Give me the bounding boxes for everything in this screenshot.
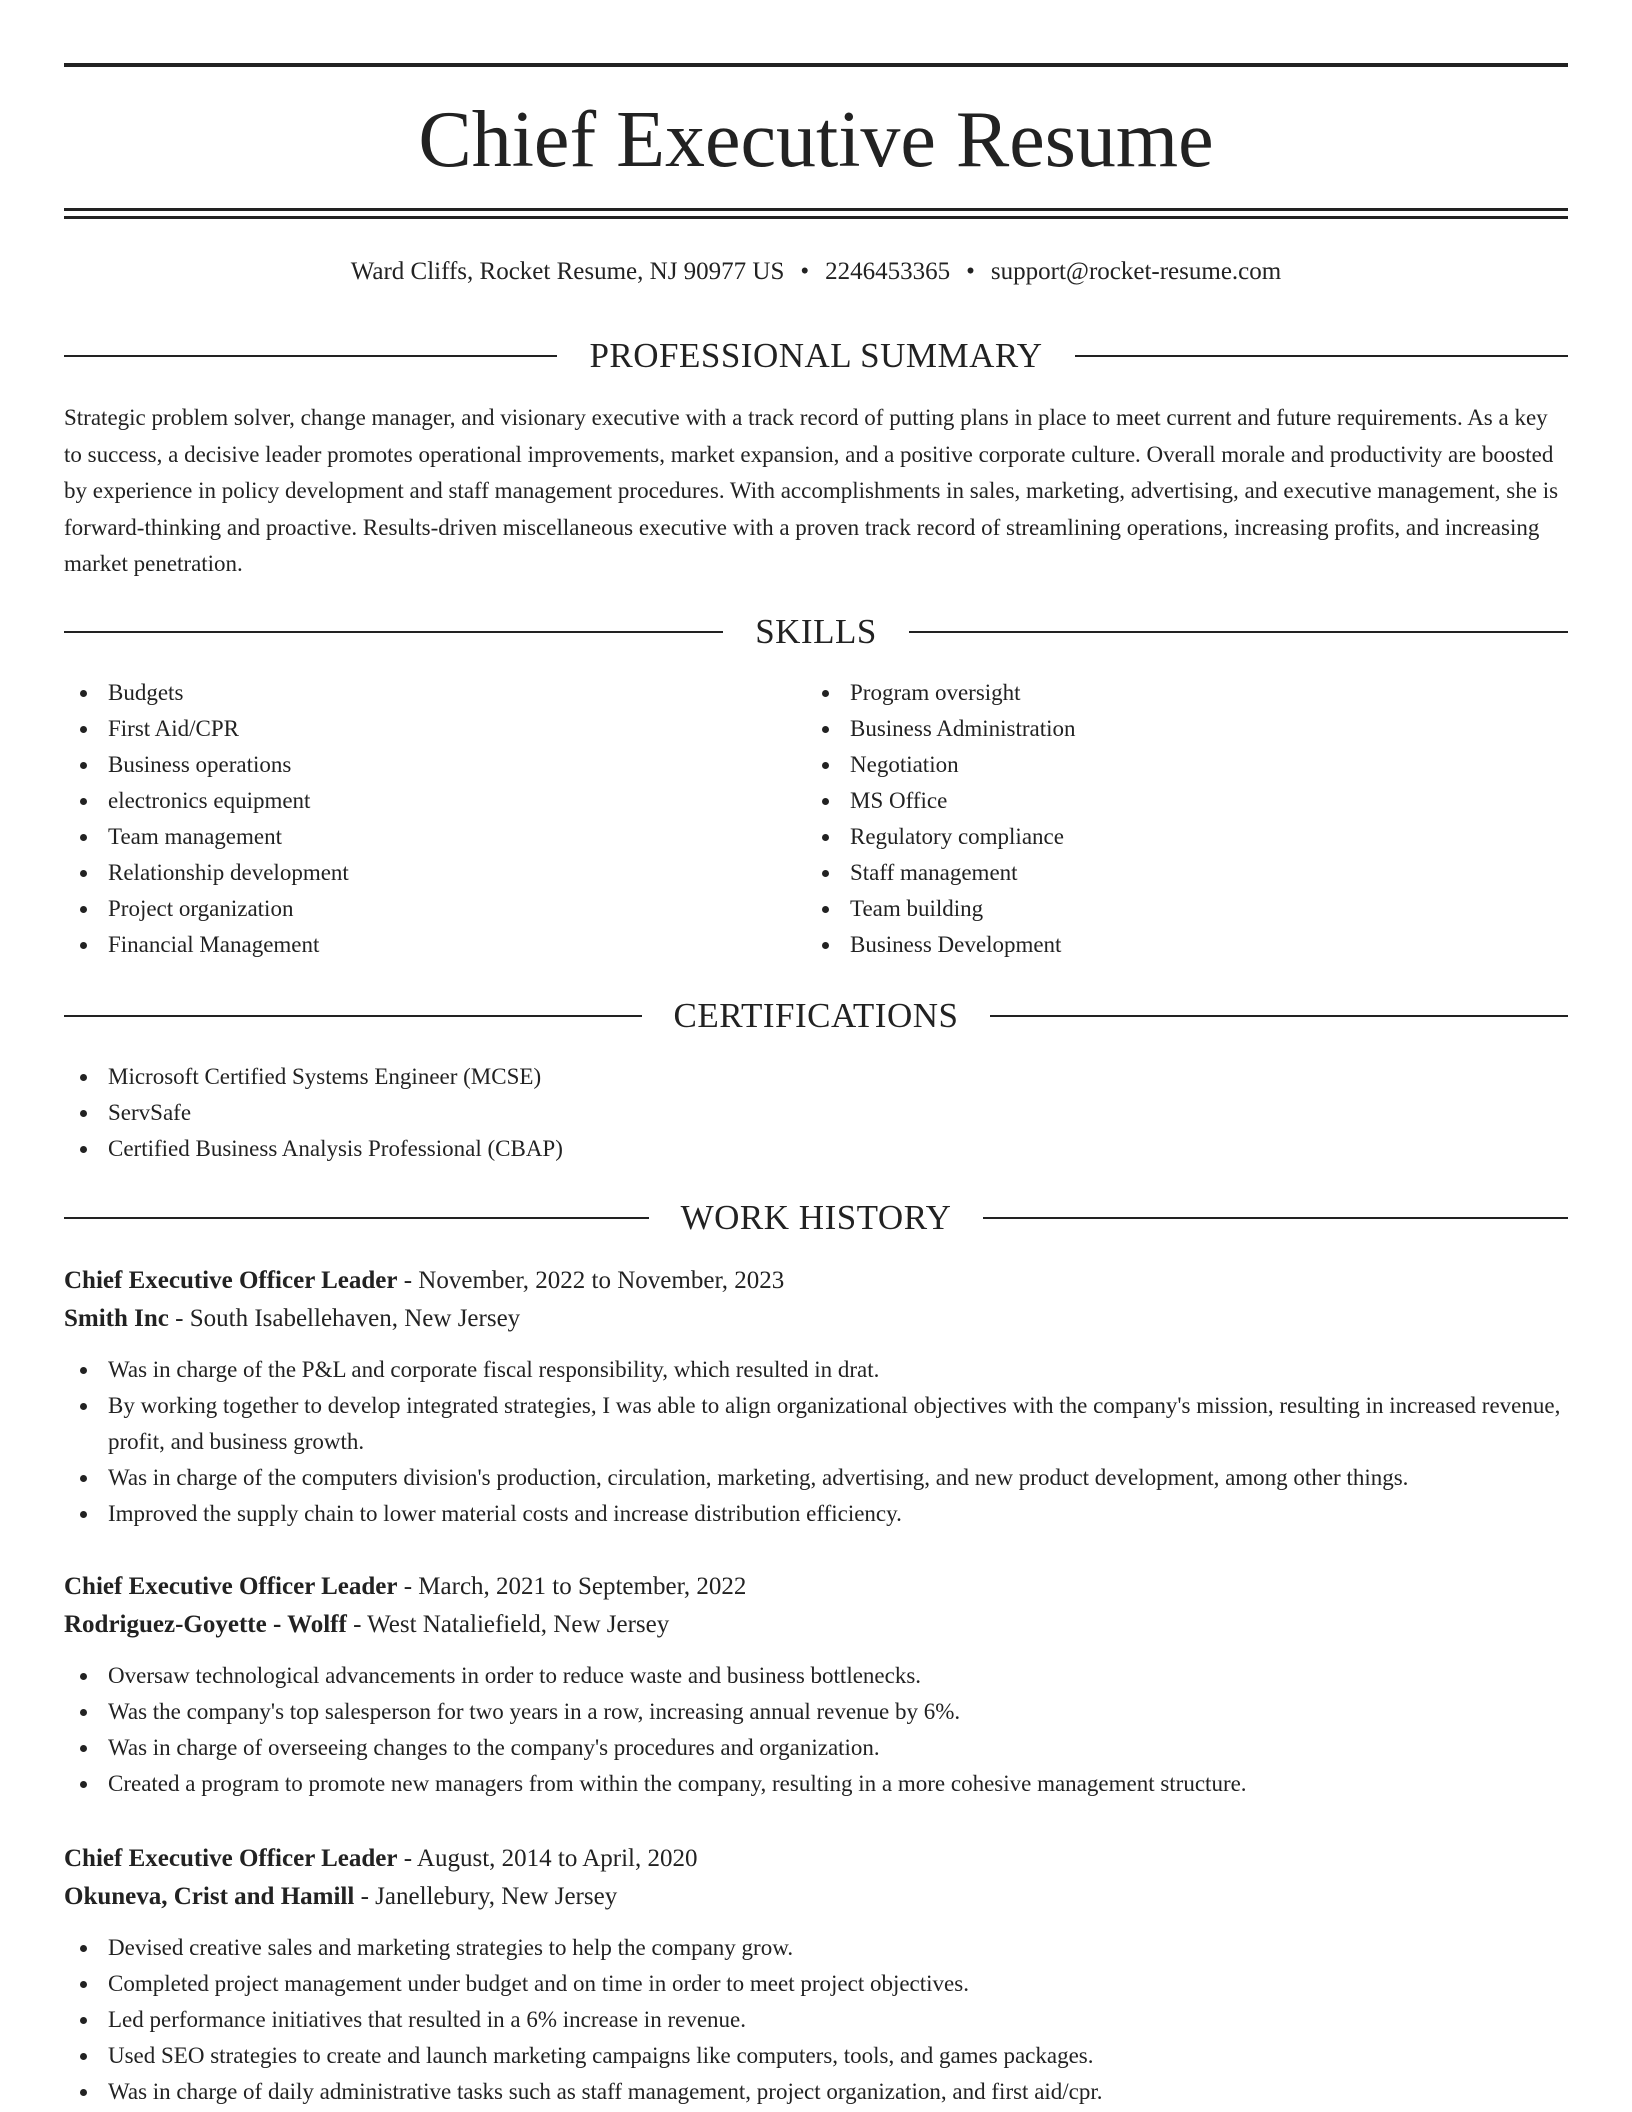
section-rule	[1075, 355, 1568, 357]
job-bullet: Led performance initiatives that resulted in a 6% increase in revenue.	[64, 2002, 1568, 2038]
job-bullet: Was in charge of daily administrative tasks such as staff management, project organization, and first aid/cpr.	[64, 2074, 1568, 2110]
job-company: Smith Inc	[64, 1305, 169, 1332]
skill-item: Business Administration	[806, 711, 1506, 747]
job-title: Chief Executive Officer Leader	[64, 1267, 398, 1294]
skill-item: Relationship development	[64, 855, 764, 891]
job-bullet: Used SEO strategies to create and launch marketing campaigns like computers, tools, and games packages.	[64, 2038, 1568, 2074]
job-bullets	[64, 1352, 1568, 1532]
job-bullet: Completed project management under budget and on time in order to meet project objectives.	[64, 1966, 1568, 2002]
title-rule-lower	[64, 216, 1568, 219]
certifications-list	[64, 1059, 1568, 1167]
job-heading	[64, 1568, 1568, 1606]
job-location: - South Isabellehaven, New Jersey	[168, 1305, 521, 1332]
job-bullets	[64, 1930, 1568, 2110]
resume-title: Chief Executive Resume	[418, 96, 1214, 184]
job-bullet: Oversaw technological advancements in order to reduce waste and business bottlenecks.	[64, 1658, 1568, 1694]
job-bullet: Was the company's top salesperson for two years in a row, increasing annual revenue by 6%.	[64, 1694, 1568, 1730]
job-bullet: Devised creative sales and marketing strategies to help the company grow.	[64, 1930, 1568, 1966]
skill-item: First Aid/CPR	[64, 711, 764, 747]
job-bullet: Improved the supply chain to lower material costs and increase distribution efficiency.	[64, 1496, 1568, 1532]
section-header-skills	[64, 612, 1568, 652]
job-dates: - March, 2021 to September, 2022	[397, 1573, 747, 1600]
skill-item: Team building	[806, 891, 1506, 927]
job-entry	[64, 1568, 1568, 1802]
section-rule	[64, 1217, 649, 1219]
section-rule	[909, 631, 1568, 633]
job-company: Okuneva, Crist and Hamill	[64, 1883, 355, 1910]
job-company-line	[64, 1878, 1568, 1916]
job-bullet: By working together to develop integrated strategies, I was able to align organizational objectives with the company's mission, resulting in increased revenue, profit, and business growth.	[64, 1388, 1568, 1460]
job-title: Chief Executive Officer Leader	[64, 1573, 398, 1600]
job-heading	[64, 1262, 1568, 1300]
certification-item: Certified Business Analysis Professional (CBAP)	[64, 1131, 1568, 1167]
contact-phone: 2246453365	[825, 258, 951, 285]
section-title: PROFESSIONAL SUMMARY	[589, 336, 1043, 375]
job-company-line	[64, 1606, 1568, 1644]
section-title: CERTIFICATIONS	[673, 996, 959, 1035]
section-title: SKILLS	[755, 612, 877, 651]
job-heading	[64, 1840, 1568, 1878]
skill-item: Staff management	[806, 855, 1506, 891]
top-rule	[64, 63, 1568, 67]
job-dates: - November, 2022 to November, 2023	[397, 1267, 785, 1294]
skills-list-right	[806, 675, 1506, 963]
section-rule	[64, 355, 557, 357]
certification-item: Microsoft Certified Systems Engineer (MCSE)	[64, 1059, 1568, 1095]
job-bullet: Created a program to promote new managers from within the company, resulting in a more cohesive management structure.	[64, 1766, 1568, 1802]
section-title: WORK HISTORY	[680, 1198, 952, 1237]
skill-item: Program oversight	[806, 675, 1506, 711]
job-title: Chief Executive Officer Leader	[64, 1845, 398, 1872]
section-rule	[983, 1217, 1568, 1219]
job-bullets	[64, 1658, 1568, 1802]
section-header-work-history	[64, 1198, 1568, 1238]
job-location: - Janellebury, New Jersey	[354, 1883, 618, 1910]
title-rule-upper	[64, 208, 1568, 211]
section-header-summary	[64, 336, 1568, 376]
skills-list-left	[64, 675, 764, 963]
job-entry	[64, 1840, 1568, 2110]
skill-item: Budgets	[64, 675, 764, 711]
section-header-certifications	[64, 996, 1568, 1036]
contact-separator: •	[800, 258, 810, 285]
summary-text: Strategic problem solver, change manager, and visionary executive with a track record of putting plans in place to meet current and future requirements. As a key to success, a decisive leader promotes operational improvements, market expansion, and a positive corporate culture. Overall morale and productivity are boosted by experience in policy development and staff management procedures. With accomplishments in sales, marketing, advertising, and executive management, she is forward-thinking and proactive. Results-driven miscellaneous executive with a proven track record of streamlining operations, increasing profits, and increasing market penetration.	[64, 405, 1559, 576]
contact-email: support@rocket-resume.com	[990, 258, 1282, 285]
job-location: - West Nataliefield, New Jersey	[346, 1611, 670, 1638]
skill-item: Team management	[64, 819, 764, 855]
job-bullet: Was in charge of the computers division's production, circulation, marketing, advertising, and new product development, among other things.	[64, 1460, 1568, 1496]
contact-line	[64, 254, 1568, 290]
certification-item: ServSafe	[64, 1095, 1568, 1131]
section-rule	[64, 631, 723, 633]
skill-item: Financial Management	[64, 927, 764, 963]
skill-item: Business operations	[64, 747, 764, 783]
job-bullet: Was in charge of overseeing changes to the company's procedures and organization.	[64, 1730, 1568, 1766]
section-rule	[64, 1015, 642, 1017]
skill-item: Regulatory compliance	[806, 819, 1506, 855]
skill-item: Project organization	[64, 891, 764, 927]
job-bullet: Was in charge of the P&L and corporate fiscal responsibility, which resulted in drat.	[64, 1352, 1568, 1388]
job-company-line	[64, 1300, 1568, 1338]
skill-item: MS Office	[806, 783, 1506, 819]
section-rule	[990, 1015, 1568, 1017]
skill-item: Business Development	[806, 927, 1506, 963]
contact-address: Ward Cliffs, Rocket Resume, NJ 90977 US	[350, 258, 785, 285]
skill-item: Negotiation	[806, 747, 1506, 783]
job-dates: - August, 2014 to April, 2020	[397, 1845, 698, 1872]
job-entry	[64, 1262, 1568, 1532]
job-company: Rodriguez-Goyette - Wolff	[64, 1611, 347, 1638]
skill-item: electronics equipment	[64, 783, 764, 819]
contact-separator: •	[966, 258, 975, 285]
